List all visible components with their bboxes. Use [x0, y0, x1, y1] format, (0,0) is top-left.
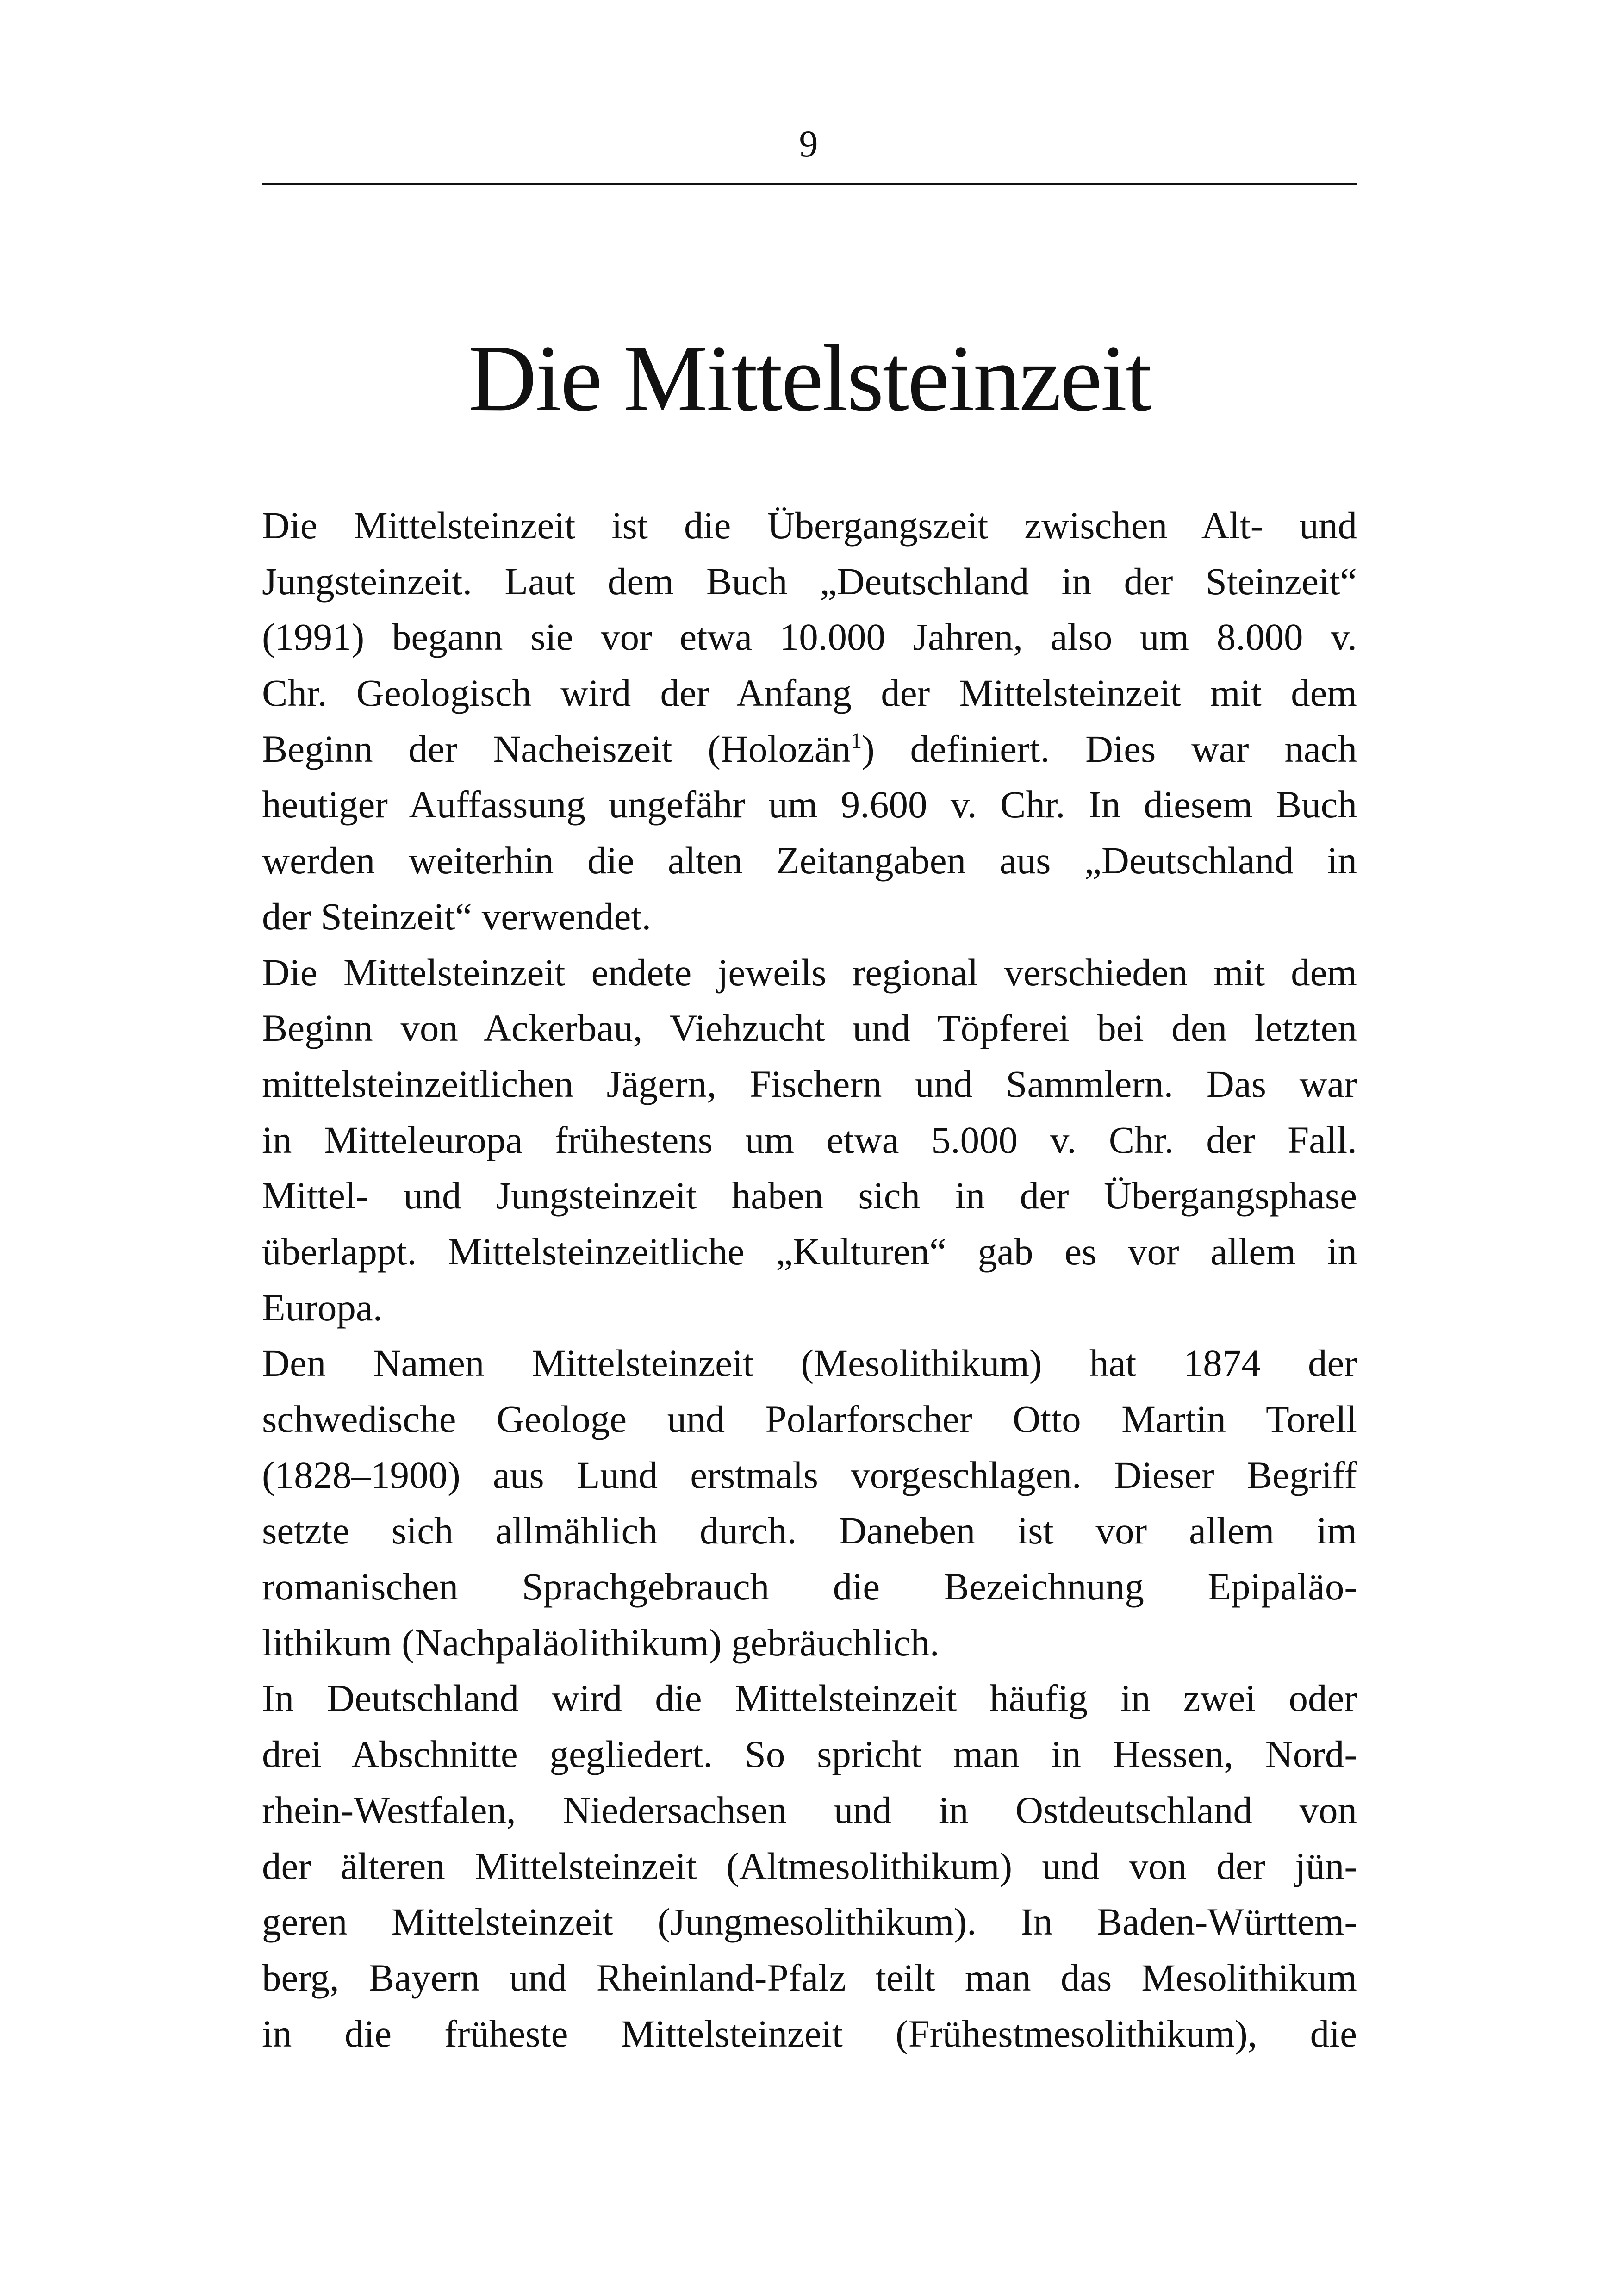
- text-line: heutiger Auffassung ungefähr um 9.600 v. Chr. In diesem Buch: [262, 783, 1357, 826]
- chapter-title: Die Mittelsteinzeit: [468, 326, 1151, 431]
- footnote-marker[interactable]: 1: [851, 728, 862, 753]
- text-line: rhein-Westfalen, Niedersachsen und in Ostdeutschland von: [262, 1788, 1357, 1831]
- body-text: [262, 498, 1357, 2061]
- text-line: Den Namen Mittelsteinzeit (Mesolithikum) hat 1874 der: [262, 1342, 1357, 1385]
- page-number: 9: [799, 123, 819, 165]
- text-line: drei Abschnitte gegliedert. So spricht man in Hessen, Nord-: [262, 1733, 1357, 1776]
- text-line: In Deutschland wird die Mittelsteinzeit häufig in zwei oder: [262, 1677, 1357, 1720]
- paragraph-end-line: der Steinzeit“ verwendet.: [262, 895, 652, 938]
- text-line: setzte sich allmählich durch. Daneben ist vor allem im: [262, 1509, 1357, 1552]
- header-rule: [262, 183, 1357, 185]
- text-line: (1828–1900) aus Lund erstmals vorgeschlagen. Dieser Begriff: [262, 1453, 1357, 1496]
- text-line: schwedische Geologe und Polarforscher Otto Martin Torell: [262, 1398, 1357, 1440]
- text-line: (1991) begann sie vor etwa 10.000 Jahren, also um 8.000 v.: [262, 616, 1357, 659]
- text-segment: ) definiert. Dies war nach: [862, 727, 1357, 770]
- text-line: geren Mittelsteinzeit (Jungmesolithikum). In Baden-Württem-: [262, 1900, 1357, 1943]
- text-line: berg, Bayern und Rheinland-Pfalz teilt man das Mesolithikum: [262, 1956, 1357, 1999]
- text-line: Die Mittelsteinzeit endete jeweils regional verschieden mit dem: [262, 951, 1357, 994]
- text-line: Beginn von Ackerbau, Viehzucht und Töpferei bei den letzten: [262, 1007, 1357, 1050]
- text-line: mittelsteinzeitlichen Jägern, Fischern und Sammlern. Das war: [262, 1062, 1357, 1105]
- text-line: Jungsteinzeit. Laut dem Buch „Deutschland in der Steinzeit“: [262, 560, 1357, 603]
- text-line: Die Mittelsteinzeit ist die Übergangszeit zwischen Alt- und: [262, 504, 1357, 547]
- text-line: Chr. Geologisch wird der Anfang der Mittelsteinzeit mit dem: [262, 672, 1357, 715]
- text-line: in Mitteleuropa frühestens um etwa 5.000 v. Chr. der Fall.: [262, 1118, 1357, 1161]
- text-line: werden weiterhin die alten Zeitangaben aus „Deutschland in: [262, 839, 1357, 882]
- text-line-with-footnote: [262, 721, 1357, 777]
- paragraph-end-line: lithikum (Nachpaläolithikum) gebräuchlich.: [262, 1621, 940, 1664]
- text-line: der älteren Mittelsteinzeit (Altmesolithikum) und von der jün-: [262, 1844, 1357, 1887]
- text-segment: Beginn der Nacheiszeit (Holozän: [262, 727, 851, 770]
- text-line: Mittel- und Jungsteinzeit haben sich in der Übergangsphase: [262, 1174, 1357, 1217]
- paragraph-end-line: Europa.: [262, 1286, 383, 1329]
- text-line: romanischen Sprachgebrauch die Bezeichnung Epipaläo-: [262, 1565, 1357, 1608]
- text-line: in die früheste Mittelsteinzeit (Frühestmesolithikum), die: [262, 2012, 1357, 2055]
- text-line: überlappt. Mittelsteinzeitliche „Kulturen“ gab es vor allem in: [262, 1230, 1357, 1273]
